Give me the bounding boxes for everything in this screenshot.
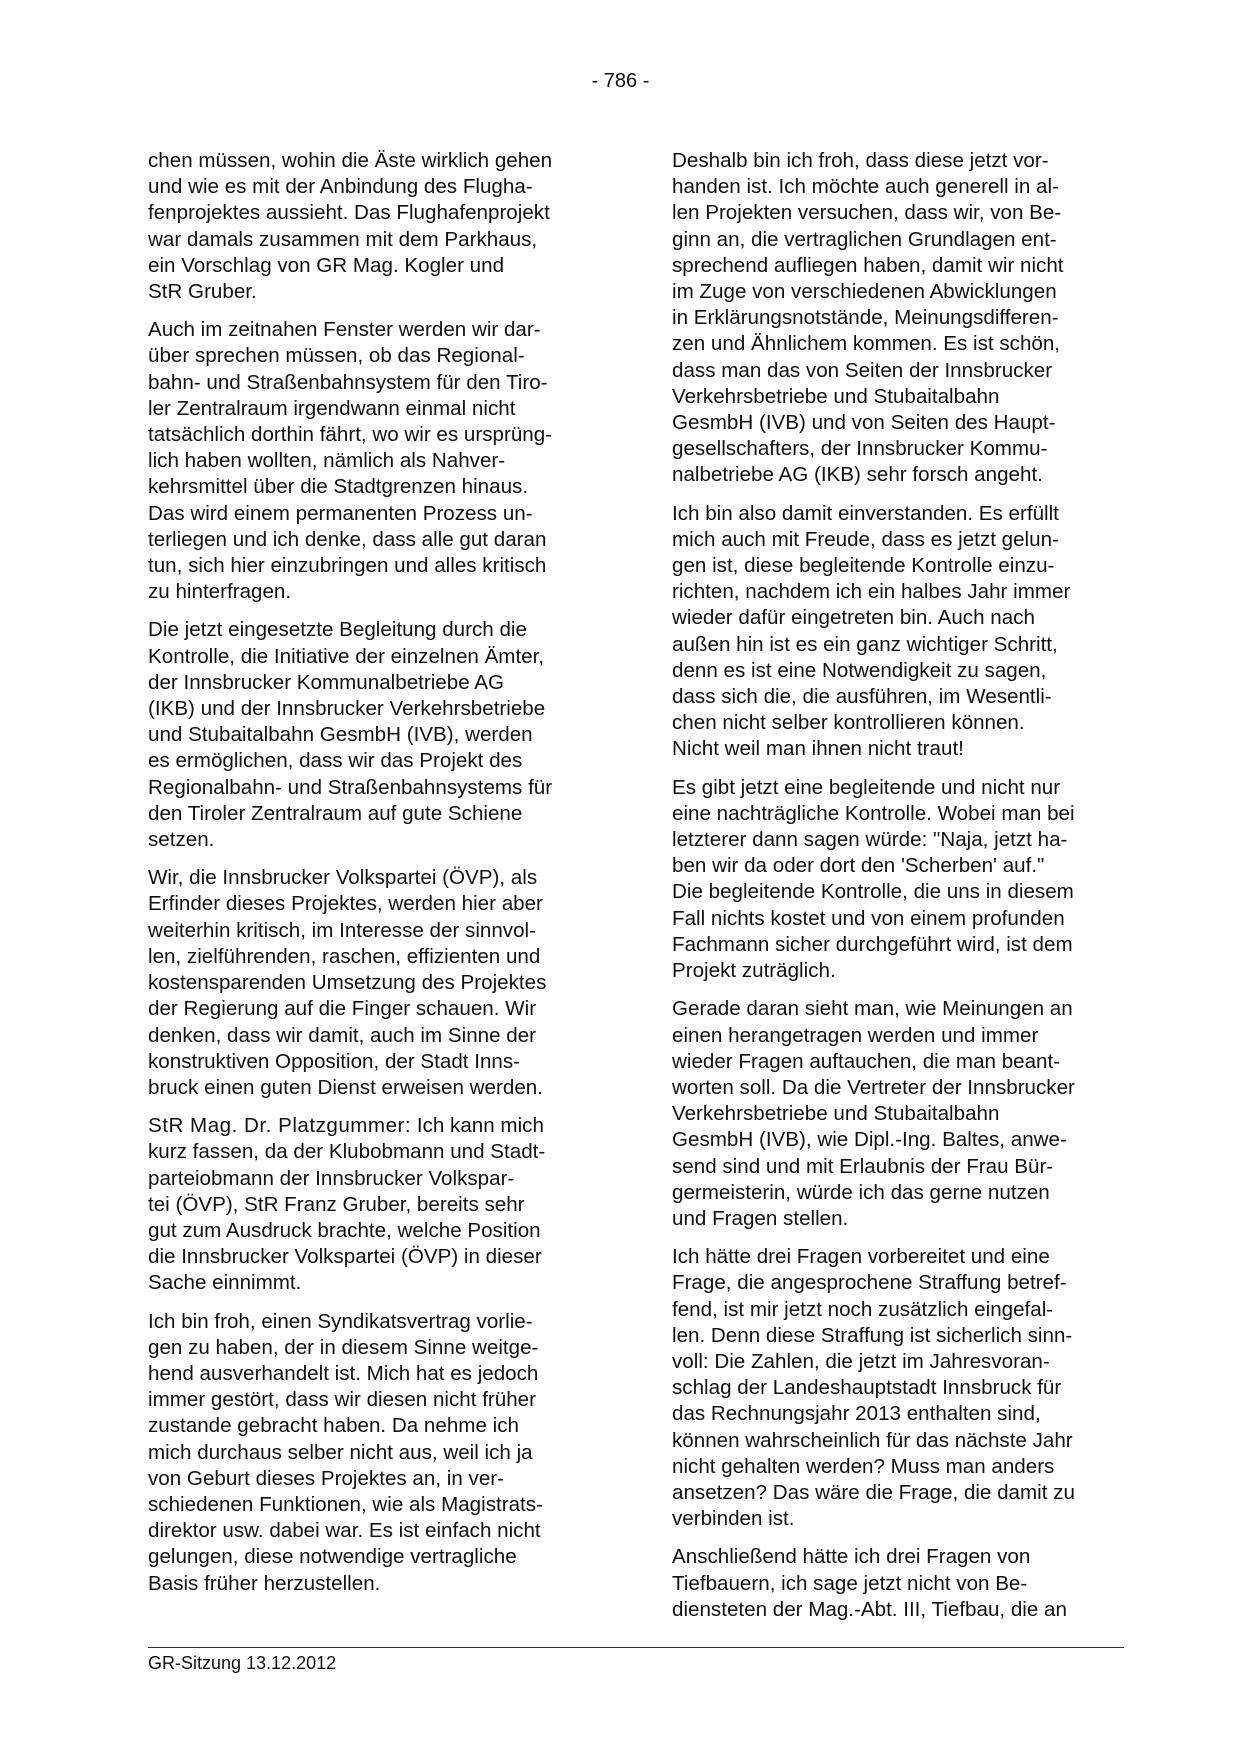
footer-session-date: GR-Sitzung 13.12.2012 (148, 1653, 337, 1673)
speaker-paragraph (148, 1113, 606, 1296)
paragraph: Wir, die Innsbrucker Volkspartei (ÖVP), als Erfinder dieses Projektes, werden hier aber weiterhin kritisch, im Interesse der sinnvol- len, zielführenden, raschen, effizienten und kostensparenden Umsetzung des Projektes der Regierung auf die Finger schauen. Wir denken, dass wir damit, auch im Sinne der konstruktiven Opposition, der Stadt Inns- bruck einen guten Dienst erweisen werden. (148, 866, 547, 1099)
paragraph: Anschließend hätte ich drei Fragen von Tiefbauern, ich sage jetzt nicht von Be- diensteten der Mag.-Abt. III, Tiefbau, die an (672, 1545, 1067, 1621)
paragraph: Deshalb bin ich froh, dass diese jetzt vor- handen ist. Ich möchte auch generell in al- len Projekten versuchen, dass wir, von Be- ginn an, die vertraglichen Grundlagen ent- sprechend aufliegen haben, damit wir nicht im Zuge von verschiedenen Abwicklungen in Erklärungsnotstände, Meinungsdifferen- zen und Ähnlichem kommen. Es ist schön, dass man das von Seiten der Innsbrucker Verkehrsbetriebe und Stubaitalbahn GesmbH (IVB) und von Seiten des Haupt- gesellschafters, der Innsbrucker Kommu- nalbetriebe AG (IKB) sehr forsch angeht. (672, 149, 1064, 487)
speaker-text: Ich kann mich kurz fassen, da der Klubobmann und Stadt- parteiobmann der Innsbrucker Volkspar- tei (ÖVP), StR Franz Gruber, bereits sehr gut zum Ausdruck brachte, welche Position die Innsbrucker Volkspartei (ÖVP) in dieser Sache einnimmt. (148, 1114, 546, 1295)
paragraph: chen müssen, wohin die Äste wirklich gehen und wie es mit der Anbindung des Flugha- fenprojektes aussieht. Das Flughafenprojekt war damals zusammen mit dem Parkhaus, ein Vorschlag von GR Mag. Kogler und StR Gruber. (148, 149, 553, 304)
footer-divider (148, 1647, 1124, 1648)
paragraph: Auch im zeitnahen Fenster werden wir dar- über sprechen müssen, ob das Regional- bahn- und Straßenbahnsystem für den Tiro- ler Zentralraum irgendwann einmal nicht tatsächlich dorthin fährt, wo wir es ursprüng- lich haben wollten, nämlich als Nahver- kehrsmittel über die Stadtgrenzen hinaus. Das wird einem permanenten Prozess un- terliegen und ich denke, dass alle gut daran tun, sich hier einzubringen und alles kritisch zu hinterfragen. (148, 318, 553, 604)
paragraph: Es gibt jetzt eine begleitende und nicht nur eine nachträgliche Kontrolle. Wobei man bei letzterer dann sagen würde: "Naja, jetzt ha- ben wir da oder dort den 'Scherben' auf." Die begleitende Kontrolle, die uns in diesem Fall nichts kostet und von einem profunden Fachmann sicher durchgeführt wird, ist dem Projekt zuträglich. (672, 775, 1075, 983)
paragraph: Ich bin also damit einverstanden. Es erfüllt mich auch mit Freude, dass es jetzt gelun- gen ist, diese begleitende Kontrolle einzu- richten, nachdem ich ein halbes Jahr immer wieder dafür eingetreten bin. Auch nach außen hin ist es ein ganz wichtiger Schritt, denn es ist eine Notwendigkeit zu sagen, dass sich die, die ausführen, im Wesentli- chen nicht selber kontrollieren können. Nicht weil man ihnen nicht traut! (672, 501, 1071, 761)
speaker-name: StR Mag. Dr. Platzgummer: (148, 1114, 412, 1138)
paragraph: Gerade daran sieht man, wie Meinungen an einen herangetragen werden und immer wieder Fragen auftauchen, die man beant- worten soll. Da die Vertreter der Innsbrucker Verkehrsbetriebe und Stubaitalbahn GesmbH (IVB), wie Dipl.-Ing. Baltes, anwe- send sind und mit Erlaubnis der Frau Bür- germeisterin, würde ich das gerne nutzen und Fragen stellen. (672, 997, 1075, 1230)
right-column (672, 148, 1130, 1635)
left-column (148, 148, 606, 1609)
paragraph: Ich hätte drei Fragen vorbereitet und eine Frage, die angesprochene Straffung betref- fend, ist mir jetzt noch zusätzlich eingefal- len. Denn diese Straffung ist sicherlich sinn- voll: Die Zahlen, die jetzt im Jahresvoran- schlag der Landeshauptstadt Innsbruck für das Rechnungsjahr 2013 enthalten sind, können wahrscheinlich für das nächste Jahr nicht gehalten werden? Muss man anders ansetzen? Das wäre die Frage, die damit zu verbinden ist. (672, 1245, 1075, 1531)
paragraph: Ich bin froh, einen Syndikatsvertrag vorlie- gen zu haben, der in diesem Sinne weitge- hend ausverhandelt ist. Mich hat es jedoch immer gestört, dass wir diesen nicht früher zustande gebracht haben. Da nehme ich mich durchaus selber nicht aus, weil ich ja von Geburt dieses Projektes an, in ver- schiedenen Funktionen, wie als Magistrats- direktor usw. dabei war. Es ist einfach nicht gelungen, diese notwendige vertragliche Basis früher herzustellen. (148, 1309, 543, 1595)
paragraph: Die jetzt eingesetzte Begleitung durch die Kontrolle, die Initiative der einzelnen Ämter, der Innsbrucker Kommunalbetriebe AG (IKB) und der Innsbrucker Verkehrsbetriebe und Stubaitalbahn GesmbH (IVB), werden es ermöglichen, dass wir das Projekt des Regionalbahn- und Straßenbahnsystems für den Tiroler Zentralraum auf gute Schiene setzen. (148, 618, 553, 852)
page-number: - 786 - (591, 70, 650, 92)
